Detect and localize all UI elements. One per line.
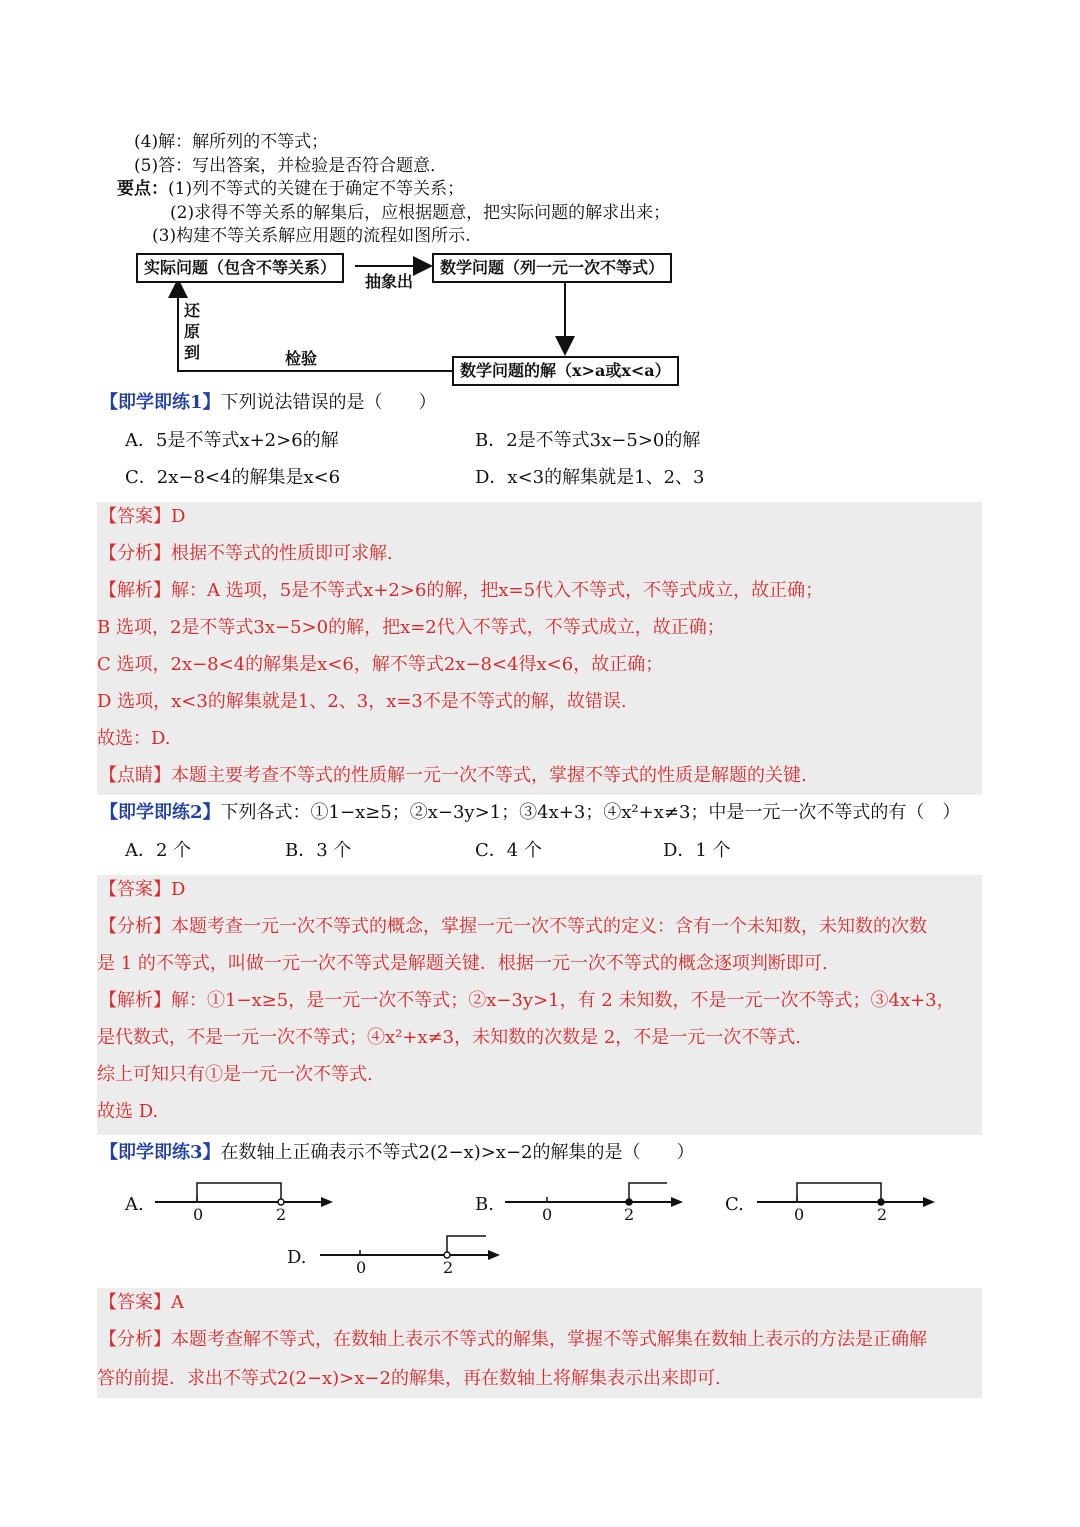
q1-solution-line: 故选：D. (97, 728, 171, 749)
q3-option-c-letter: C. (725, 1194, 744, 1215)
q3-option-c-zero: 0 (794, 1205, 805, 1224)
q1-option-d: D．x<3的解集就是1、2、3 (475, 467, 705, 488)
q1-option-a: A．5是不等式x+2>6的解 (125, 430, 339, 451)
q1-tag: 【即学即练1】 (100, 392, 221, 413)
q2-option-a: A．2 个 (125, 840, 192, 861)
keypoint-3: (3)构建不等关系解应用题的流程如图所示. (152, 226, 471, 246)
q3-option-c-two: 2 (877, 1205, 888, 1224)
keypoint-2: (2)求得不等关系的解集后，应根据题意，把实际问题的解求出来； (170, 203, 671, 223)
q2-option-d: D．1 个 (663, 840, 731, 861)
flow-label-check: 检验 (285, 349, 318, 368)
q2-stem-line (100, 800, 960, 826)
flow-box-math-solution (452, 356, 679, 386)
q3-option-b-zero: 0 (542, 1205, 553, 1224)
q2-solution-line: 【解析】解：①1−x≥5，是一元一次不等式；②x−3y>1，有 2 未知数，不是一元一次不等式；③4x+3， (99, 990, 955, 1011)
step-4: (4)解：解所列的不等式； (134, 132, 329, 152)
q2-tag: 【即学即练2】 (100, 802, 221, 823)
q2-solution-line: 是代数式，不是一元一次不等式；④x²+x≠3，未知数的次数是 2，不是一元一次不等式. (97, 1027, 802, 1048)
q2-solution-line: 故选 D. (97, 1101, 159, 1122)
q3-option-c-numberline (757, 1180, 957, 1220)
q3-stem: 在数轴上正确表示不等式2(2−x)>x−2的解集的是（ ） (220, 1142, 695, 1163)
q2-analysis-line: 是 1 的不等式，叫做一元一次不等式是解题关键．根据一元一次不等式的概念逐项判断即可. (97, 953, 828, 974)
q1-solution-line: 【点睛】本题主要考查不等式的性质解一元一次不等式，掌握不等式的性质是解题的关键. (99, 765, 807, 786)
keypoint-1: (1)列不等式的关键在于确定不等关系； (168, 179, 465, 199)
q3-analysis-line: 【分析】本题考查解不等式，在数轴上表示不等式的解集，掌握不等式解集在数轴上表示的方法是正确解 (99, 1329, 927, 1350)
q3-option-d-numberline (320, 1233, 520, 1273)
q3-option-d-two: 2 (443, 1258, 454, 1277)
q1-solution-line: C 选项，2x−8<4的解集是x<6，解不等式2x−8<4得x<6，故正确； (97, 654, 664, 675)
flow-label-restore: 还 原 到 (184, 301, 201, 362)
q2-stem: 下列各式：①1−x≥5；②x−3y>1；③4x+3；④x²+x≠3；中是一元一次不等式的有（ ） (220, 802, 961, 823)
q1-solution-line: D 选项，x<3的解集就是1、2、3，x=3不是不等式的解，故错误. (97, 691, 627, 712)
q2-analysis-line: 【分析】本题考查一元一次不等式的概念，掌握一元一次不等式的定义：含有一个未知数，未知数的次数 (99, 916, 927, 937)
q2-answer: 【答案】D (99, 879, 186, 900)
q3-option-b-two: 2 (624, 1205, 635, 1224)
q3-option-a-letter: A. (125, 1194, 144, 1215)
flow-box-real-problem: 实际问题（包含不等关系） (136, 253, 344, 283)
q1-solution-line: 【解析】解：A 选项，5是不等式x+2>6的解，把x=5代入不等式，不等式成立，故正确； (99, 580, 824, 601)
q3-option-a-numberline (155, 1180, 355, 1220)
q2-solution-line: 综上可知只有①是一元一次不等式. (97, 1064, 373, 1085)
q1-option-b: B．2是不等式3x−5>0的解 (475, 430, 701, 451)
q3-tag: 【即学即练3】 (100, 1142, 221, 1163)
q3-option-b-letter: B. (475, 1194, 494, 1215)
q3-answer: 【答案】A (99, 1292, 184, 1313)
q1-stem: 下列说法错误的是（ ） (220, 392, 437, 413)
q1-solution-line: B 选项，2是不等式3x−5>0的解，把x=2代入不等式，不等式成立，故正确； (97, 617, 725, 638)
q3-option-a-two: 2 (276, 1205, 287, 1224)
q3-option-d-letter: D. (287, 1247, 307, 1268)
q1-answer: 【答案】D (99, 506, 186, 527)
flowchart-arrows (0, 0, 1080, 400)
q1-option-c: C．2x−8<4的解集是x<6 (125, 467, 341, 488)
q2-option-c: C．4 个 (475, 840, 542, 861)
flow-box-math-problem: 数学问题（列一元一次不等式） (432, 253, 672, 283)
q3-option-a-zero: 0 (193, 1205, 204, 1224)
q3-stem-line (100, 1140, 694, 1166)
flow-box-math-solution-label: 数学问题的解（x>a或x<a） (460, 361, 671, 380)
q2-option-b: B．3 个 (285, 840, 352, 861)
q3-option-b-numberline (505, 1180, 705, 1220)
flow-label-abstract: 抽象出 (365, 272, 414, 291)
q1-stem-line (100, 390, 437, 416)
q3-option-d-zero: 0 (356, 1258, 367, 1277)
step-5: (5)答：写出答案，并检验是否符合题意． (134, 156, 448, 176)
keypoints-label: 要点： (117, 179, 168, 199)
q3-analysis-line: 答的前提．求出不等式2(2−x)>x−2的解集，再在数轴上将解集表示出来即可. (97, 1368, 721, 1389)
q1-analysis: 【分析】根据不等式的性质即可求解. (99, 543, 393, 564)
